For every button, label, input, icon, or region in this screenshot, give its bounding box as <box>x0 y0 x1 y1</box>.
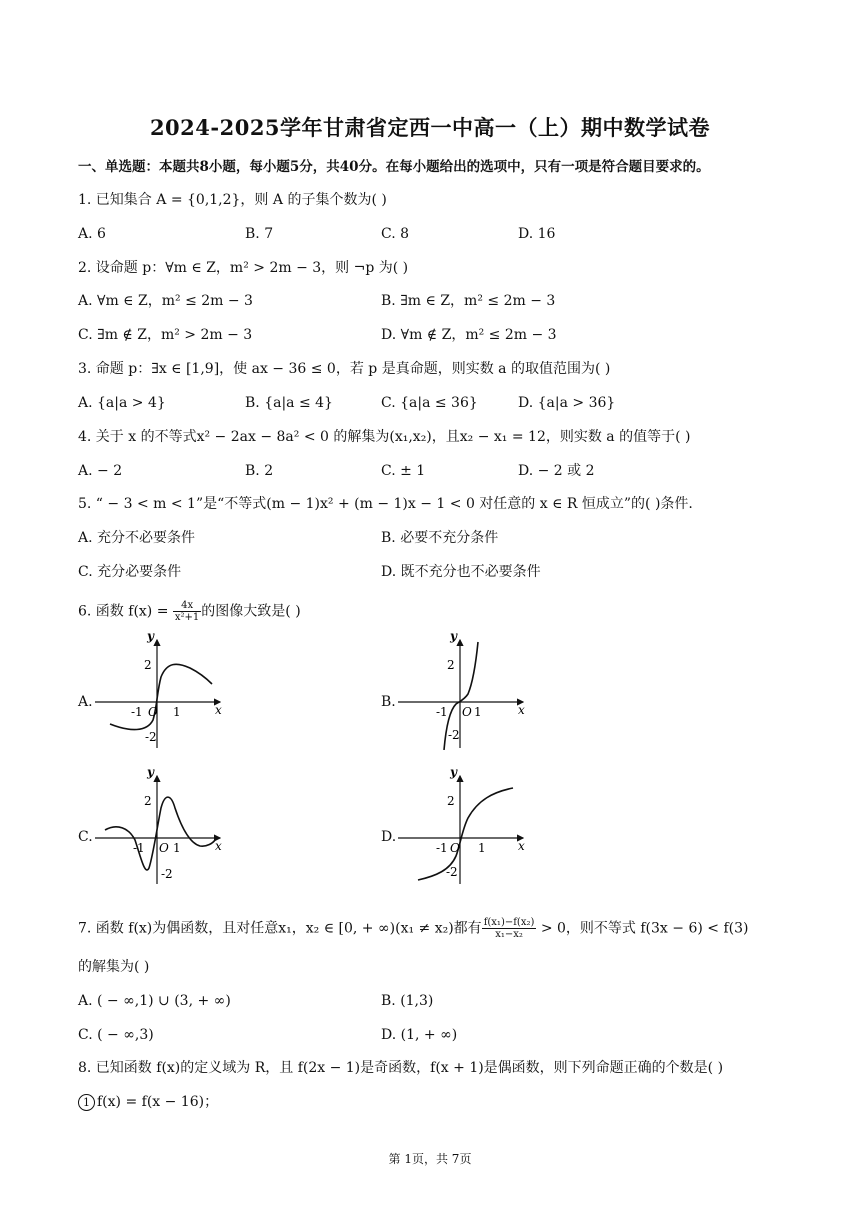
graph-b-tick-2: 2 <box>447 658 455 672</box>
q1-option-b: B. 7 <box>245 226 274 242</box>
graph-b-x-label: x <box>518 703 525 717</box>
graph-c-y-label: y <box>147 768 154 779</box>
question-7-stem-line2: 的解集为( ) <box>78 959 150 975</box>
graph-c-tick-2: 2 <box>144 794 152 808</box>
q6-label-c: C. <box>78 829 93 845</box>
q1-option-a: A. 6 <box>78 226 106 242</box>
q7-frac-num: f(x₁)−f(x₂) <box>483 917 535 928</box>
graph-d-origin: O <box>450 841 460 855</box>
question-3-stem: 3. 命题 p：∃x ∈ [1,9]，使 ax − 36 ≤ 0，若 p 是真命题，则实数 a 的取值范围为( ) <box>78 361 611 377</box>
q3-option-d: D. {a|a > 36} <box>518 395 616 411</box>
graph-a <box>95 632 230 750</box>
q8-item-1 <box>78 1092 218 1112</box>
graph-b-tick-1: 1 <box>474 705 482 719</box>
q5-option-c: C. 充分必要条件 <box>78 564 182 580</box>
q1-option-c: C. 8 <box>381 226 410 242</box>
page-footer: 第 1页，共 7页 <box>388 1152 472 1166</box>
graph-b-y-label: y <box>450 632 457 643</box>
q3-option-a: A. {a|a > 4} <box>78 395 166 411</box>
q5-option-b: B. 必要不充分条件 <box>381 530 499 546</box>
graph-d-curve <box>418 788 513 880</box>
q3-option-b: B. {a|a ≤ 4} <box>245 395 333 411</box>
q7-stem-post: > 0，则不等式 f(3x − 6) < f(3) <box>536 920 749 937</box>
q4-option-c: C. ± 1 <box>381 463 426 479</box>
graph-a-tick-neg2: -2 <box>145 730 157 744</box>
graph-a-y-label: y <box>147 632 154 643</box>
graph-d-tick-neg2: -2 <box>446 865 458 879</box>
q8-item-1-text: f(x) = f(x − 16)； <box>97 1094 219 1110</box>
graph-a-tick-neg1: -1 <box>131 705 143 719</box>
graph-b-origin: O <box>462 705 472 719</box>
question-8-stem: 8. 已知函数 f(x)的定义域为 R，且 f(2x − 1)是奇函数，f(x + 1)是偶函数，则下列命题正确的个数是( ) <box>78 1060 724 1076</box>
graph-d-tick-2: 2 <box>447 794 455 808</box>
graph-b-tick-neg1: -1 <box>436 705 448 719</box>
graph-c-curve <box>105 797 215 870</box>
q2-option-c: C. ∃m ∉ Z，m² > 2m − 3 <box>78 327 253 343</box>
q5-option-a: A. 充分不必要条件 <box>78 530 196 546</box>
section-heading: 一、单选题：本题共8小题，每小题5分，共40分。在每小题给出的选项中，只有一项是符合题目要求的。 <box>78 159 710 175</box>
graph-c-origin: O <box>159 841 169 855</box>
q4-option-d: D. − 2 或 2 <box>518 463 595 479</box>
graph-b-tick-neg2: -2 <box>448 728 460 742</box>
q4-option-a: A. − 2 <box>78 463 123 479</box>
q7-stem-pre: 7. 函数 f(x)为偶函数，且对任意x₁，x₂ ∈ [0, + ∞)(x₁ ≠ x₂)都有 <box>78 920 482 937</box>
q6-label-a: A. <box>78 694 93 710</box>
question-4-stem: 4. 关于 x 的不等式x² − 2ax − 8a² < 0 的解集为(x₁,x₂)，且x₂ − x₁ = 12，则实数 a 的值等于( ) <box>78 429 691 445</box>
q6-label-b: B. <box>381 694 396 710</box>
graph-c-tick-1: 1 <box>173 841 181 855</box>
q4-option-b: B. 2 <box>245 463 274 479</box>
q2-option-b: B. ∃m ∈ Z，m² ≤ 2m − 3 <box>381 293 556 309</box>
question-1-stem: 1. 已知集合 A = {0,1,2}，则 A 的子集个数为( ) <box>78 192 387 208</box>
graph-a-tick-2: 2 <box>144 658 152 672</box>
graph-b <box>398 632 533 750</box>
graph-c-tick-neg2: -2 <box>161 867 173 881</box>
q7-option-a: A. ( − ∞,1) ∪ (3, + ∞) <box>78 993 231 1009</box>
graph-d-tick-1: 1 <box>478 841 486 855</box>
q2-option-a: A. ∀m ∈ Z，m² ≤ 2m − 3 <box>78 293 253 309</box>
graph-d-tick-neg1: -1 <box>436 841 448 855</box>
q8-item-1-mark: 1 <box>78 1094 95 1111</box>
q6-frac-num: 4x <box>173 600 201 612</box>
question-2-stem: 2. 设命题 p：∀m ∈ Z，m² > 2m − 3，则 ¬p 为( ) <box>78 260 409 276</box>
q1-option-d: D. 16 <box>518 226 556 242</box>
q6-label-d: D. <box>381 829 397 845</box>
q7-option-c: C. ( − ∞,3) <box>78 1027 154 1043</box>
graph-d <box>398 768 533 886</box>
graph-a-tick-1: 1 <box>173 705 181 719</box>
q6-frac-den: x²+1 <box>174 612 200 623</box>
q7-option-d: D. (1, + ∞) <box>381 1027 458 1043</box>
q7-frac-den: x₁−x₂ <box>495 929 523 940</box>
q6-stem-post: 的图像大致是( ) <box>201 603 301 620</box>
graph-d-y-label: y <box>450 768 457 779</box>
graph-a-curve <box>110 664 212 729</box>
question-6-stem <box>78 600 301 623</box>
q3-option-c: C. {a|a ≤ 36} <box>381 395 478 411</box>
graph-c <box>95 768 230 886</box>
q6-stem-pre: 6. 函数 f(x) = <box>78 603 173 620</box>
q7-fraction <box>482 917 537 940</box>
question-5-stem: 5. “ − 3 < m < 1”是“不等式(m − 1)x² + (m − 1)x − 1 < 0 对任意的 x ∈ R 恒成立”的( )条件. <box>78 496 693 512</box>
question-7-stem <box>78 917 748 940</box>
q5-option-d: D. 既不充分也不必要条件 <box>381 564 541 580</box>
graph-c-x-label: x <box>215 839 222 853</box>
graph-d-x-label: x <box>518 839 525 853</box>
graph-c-tick-neg1: -1 <box>133 841 145 855</box>
q2-option-d: D. ∀m ∉ Z，m² ≤ 2m − 3 <box>381 327 557 343</box>
q6-fraction <box>173 600 201 623</box>
graph-a-origin: O <box>148 705 158 719</box>
graph-a-x-label: x <box>215 703 222 717</box>
q7-option-b: B. (1,3) <box>381 993 434 1009</box>
page-title: 2024-2025学年甘肃省定西一中高一（上）期中数学试卷 <box>149 115 711 140</box>
